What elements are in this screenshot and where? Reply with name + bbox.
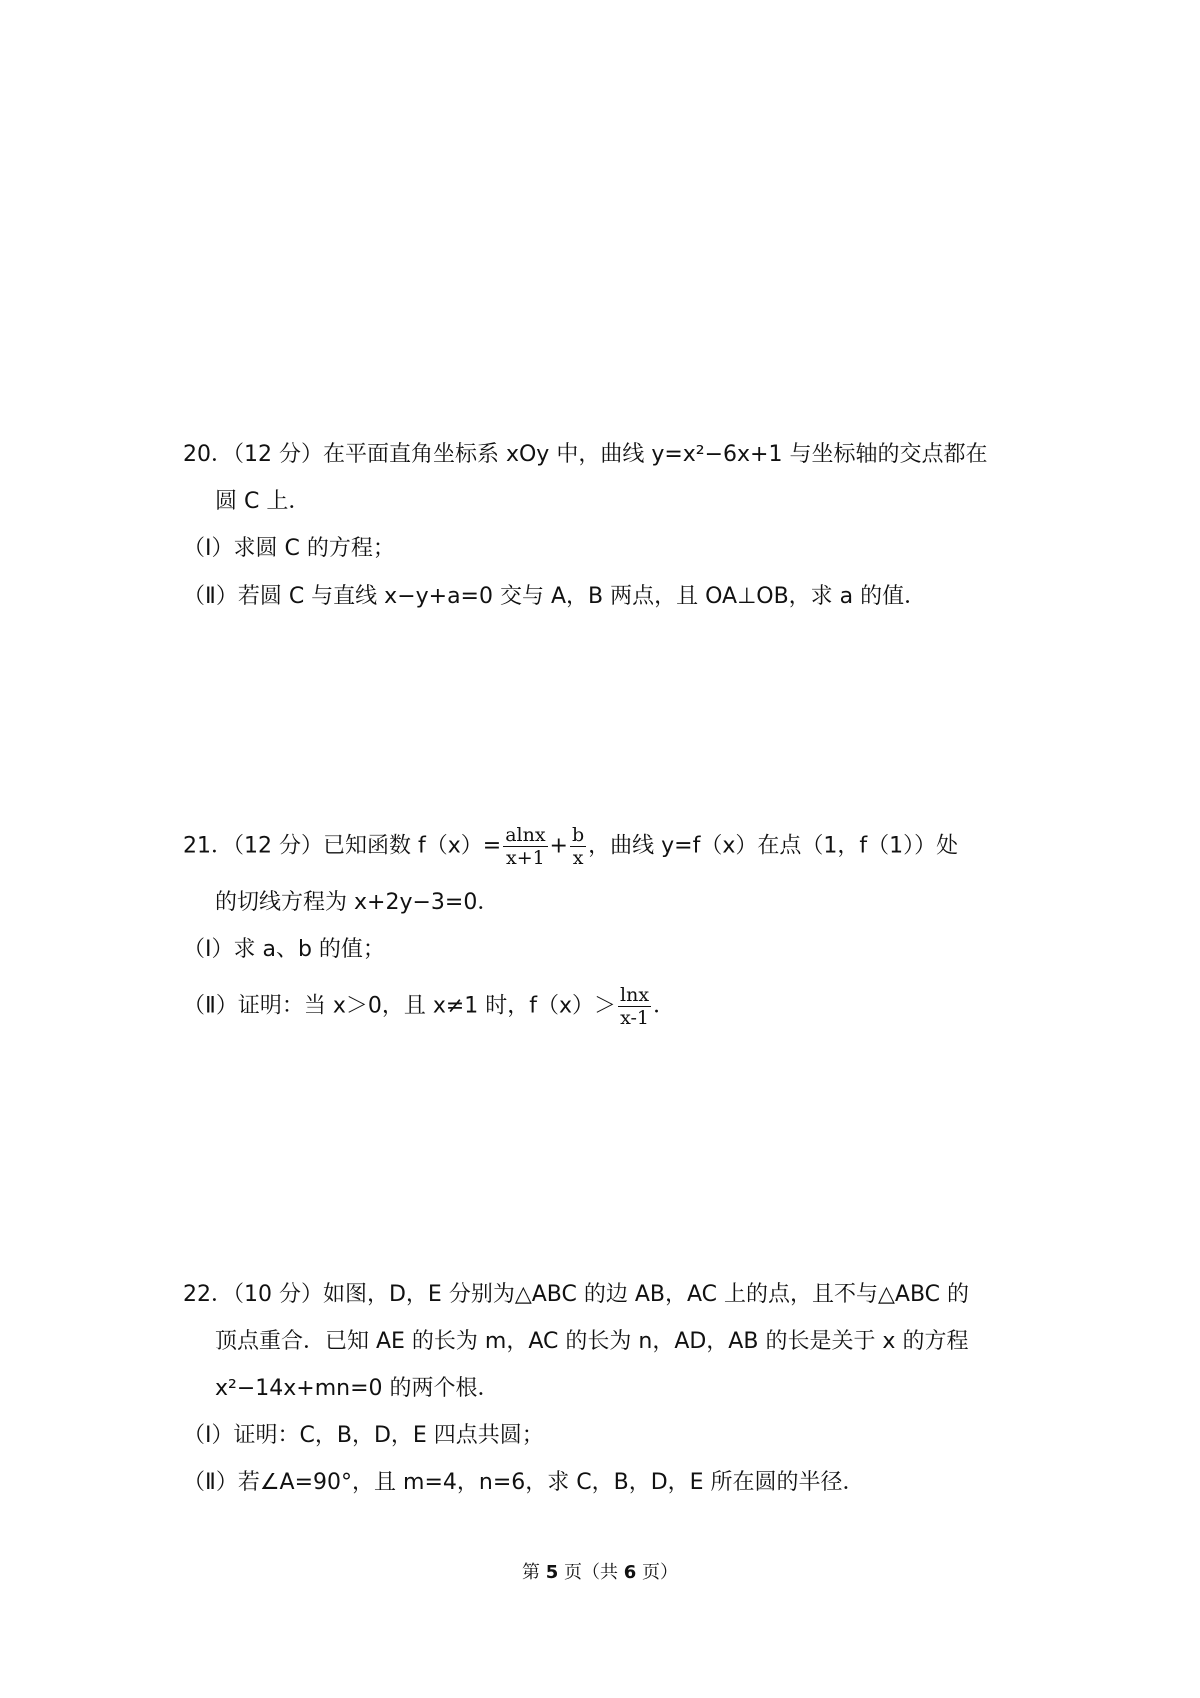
footer-page-number: 5	[545, 1562, 559, 1583]
q21-part1: （Ⅰ）求 a、b 的值；	[183, 937, 385, 962]
footer-middle: 页（共	[558, 1562, 624, 1583]
q21-frac2-denominator: x	[572, 847, 584, 869]
q21-part2	[183, 984, 675, 1029]
q20-line2: 圆 C 上．	[215, 489, 311, 514]
footer-prefix: 第	[522, 1562, 546, 1583]
q21-frac3-numerator: lnx	[620, 984, 650, 1006]
q22-line2: 顶点重合．已知 AE 的长为 m，AC 的长为 n，AD，AB 的长是关于 x 的方程	[215, 1329, 969, 1354]
q21-part2-prefix: （Ⅱ）证明：当 x＞0，且 x≠1 时，f（x）＞	[183, 993, 617, 1019]
q21-fraction-alnx	[503, 824, 547, 869]
q22-line1: 22．（10 分）如图，D，E 分别为△ABC 的边 AB，AC 上的点，且不与△ABC 的	[183, 1282, 970, 1307]
q21-frac1-numerator: alnx	[505, 824, 546, 846]
q21-line1	[183, 824, 958, 869]
q21-fraction-b	[570, 824, 586, 869]
q22-line3: x²−14x+mn=0 的两个根．	[215, 1376, 500, 1401]
footer-suffix: 页）	[636, 1562, 678, 1583]
q21-line1-prefix: 21．（12 分）已知函数 f（x）=	[183, 833, 502, 859]
q21-fraction-lnx	[618, 984, 651, 1029]
q22-part1: （Ⅰ）证明：C，B，D，E 四点共圆；	[183, 1423, 544, 1448]
q20-part1: （Ⅰ）求圆 C 的方程；	[183, 536, 395, 561]
q21-frac2-numerator: b	[571, 824, 585, 846]
q20-part2: （Ⅱ）若圆 C 与直线 x−y+a=0 交与 A，B 两点，且 OA⊥OB，求 a 的值．	[183, 584, 927, 609]
q21-part2-suffix: ．	[653, 993, 676, 1019]
q21-line2: 的切线方程为 x+2y−3=0．	[215, 890, 500, 915]
q21-frac1-denominator: x+1	[506, 847, 545, 869]
q22-part2: （Ⅱ）若∠A=90°，且 m=4，n=6，求 C，B，D，E 所在圆的半径．	[183, 1470, 865, 1495]
q21-plus: +	[549, 833, 568, 859]
q20-line1: 20．（12 分）在平面直角坐标系 xOy 中，曲线 y=x²﻿﻿−6x+1 与坐标轴的交点都在	[183, 442, 988, 467]
page-footer	[0, 1558, 1200, 1584]
q21-frac3-denominator: x-1	[620, 1007, 649, 1029]
footer-total-pages: 6	[623, 1562, 637, 1583]
q21-line1-suffix: ，曲线 y=f（x）在点（1，f（1））处	[588, 833, 959, 859]
